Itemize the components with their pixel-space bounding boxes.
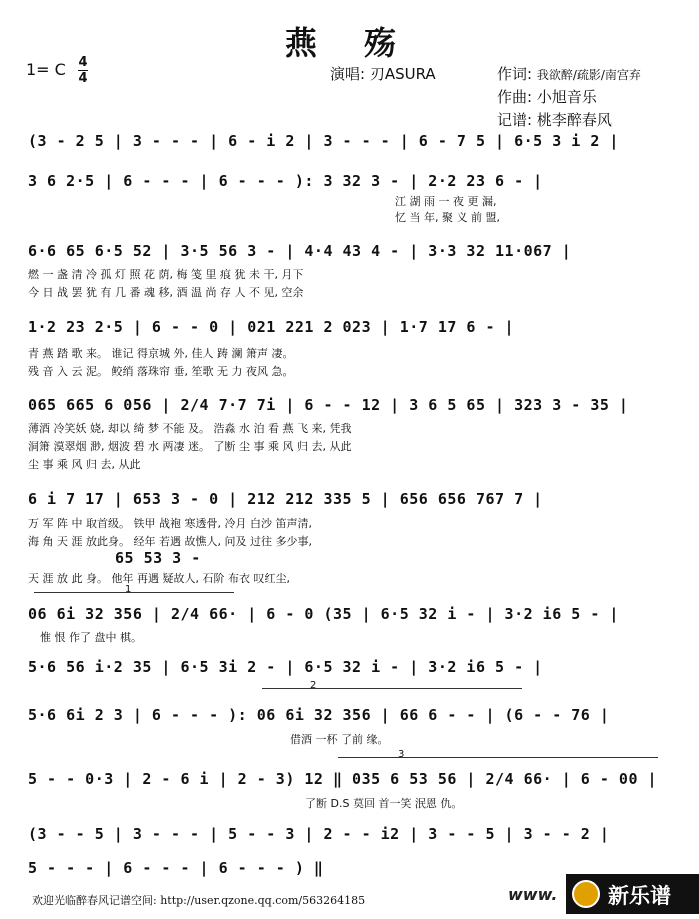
score-line-6-alternate-ending: 65 53 3 -	[115, 549, 201, 567]
transcriber-credit	[497, 109, 612, 130]
transcriber-label: 记谱:	[497, 111, 533, 129]
key-signature: 1= C	[26, 60, 66, 79]
lyric-line-6-verse1: 万 军 阵 中 取首级。 铁甲 战袍 寒透骨, 冷月 白沙 笛声清,	[28, 517, 312, 530]
lyricist-label: 作词:	[497, 65, 533, 83]
score-line-3: 6·6 65 6·5 52 | 3·5 56 3 - | 4·4 43 4 - | 3·3 32 11·067 |	[28, 242, 572, 260]
score-line-1: (3 - 2 5 | 3 - - - | 6 - i 2 | 3 - - - | 6 - 7 5 | 6·5 3 i 2 |	[28, 132, 619, 150]
composer-value: 小旭音乐	[536, 88, 597, 106]
lyric-line-3-verse1: 燃 一 盏 清 冷 孤 灯 照 花 荫, 梅 笺 里 痕 犹 未 干, 月下	[28, 268, 304, 281]
transcriber-value: 桃李醉春风	[536, 111, 612, 129]
lyric-line-7-verse1: 惟 恨 作了 盘中 棋。	[40, 631, 142, 644]
singer-credit: 演唱: 刃ASURA	[330, 65, 436, 83]
lyric-line-5-verse3: 尘 事 乘 风 归 去, 从此	[28, 458, 141, 471]
time-signature	[78, 56, 88, 85]
lyricist-credit	[497, 63, 641, 84]
lyric-line-9-verse1: 借酒 一杯 了前 缘。	[290, 733, 389, 746]
score-line-7: 06 6i 32 356 | 2/4 66· | 6 - 0 (35 | 6·5 32 i - | 3·2 i6 5 - |	[28, 605, 619, 623]
score-line-12: 5 - - - | 6 - - - | 6 - - - ) ‖	[28, 859, 324, 877]
time-signature-bottom: 4	[78, 71, 88, 86]
first-ending-number: 1	[125, 584, 132, 595]
lyric-line-6-verse3: 天 涯 放 此 身。 他年 再遇 疑故人, 石阶 布衣 叹红尘,	[28, 572, 290, 585]
score-line-5: 065 665 6 056 | 2/4 7·7 7i | 6 - - 12 | 3 6 5 65 | 323 3 - 35 |	[28, 396, 629, 414]
second-ending-bracket	[262, 688, 522, 689]
composer-label: 作曲:	[497, 88, 533, 106]
score-line-4: 1·2 23 2·5 | 6 - - 0 | 021 221 2 023 | 1·7 17 6 - |	[28, 318, 515, 336]
second-ending-number: 2	[310, 680, 317, 691]
page-title: 燕 殇	[284, 24, 415, 62]
score-line-2: 3 6 2·5 | 6 - - - | 6 - - - ): 3 32 3 - | 2·2 23 6 - |	[28, 172, 543, 190]
score-line-6: 6 i 7 17 | 653 3 - 0 | 212 212 335 5 | 656 656 767 7 |	[28, 490, 543, 508]
lyric-line-10-verse1: 了断 D.S 莫回 首一笑 泯恩 仇。	[305, 797, 463, 810]
site-logo	[566, 874, 699, 914]
lyric-line-4-verse1: 青 燕 踏 歌 来。 谁记 得京城 外, 佳人 踌 澜 箫声 凄。	[28, 347, 294, 360]
lyric-line-5-verse2: 洞箫 漠翠烟 渺, 烟波 碧 水 两凄 迷。 了断 尘 事 乘 风 归 去, 从此	[28, 440, 352, 453]
composer-credit	[497, 86, 597, 107]
score-line-9: 5·6 6i 2 3 | 6 - - - ): 06 6i 32 356 | 66 6 - - | (6 - - 76 |	[28, 706, 610, 724]
score-line-8: 5·6 56 i·2 35 | 6·5 3i 2 - | 6·5 32 i - | 3·2 i6 5 - |	[28, 658, 543, 676]
lyric-line-3-verse2: 今 日 战 罢 犹 有 几 番 魂 移, 酒 温 尚 存 人 不 见, 空余	[28, 286, 304, 299]
first-ending-bracket	[34, 592, 234, 593]
third-ending-number: 3	[398, 749, 405, 760]
lyric-line-6-verse2: 海 角 天 涯 放此身。 经年 若遇 故憔人, 问及 过往 多少事,	[28, 535, 312, 548]
lyric-line-2-verse1: 江 湖 雨 一 夜 更 漏,	[395, 195, 497, 208]
logo-text: 新乐谱	[608, 884, 671, 908]
lyric-line-2-verse2: 忆 当 年, 聚 义 前 盟,	[395, 211, 500, 224]
lyric-line-5-verse1: 薄酒 冷笑妖 娆, 却以 绮 梦 不能 及。 浩淼 水 泊 看 燕 飞 来, 凭我	[28, 422, 352, 435]
score-line-11: (3 - - 5 | 3 - - - | 5 - - 3 | 2 - - i2 | 3 - - 5 | 3 - - 2 |	[28, 825, 610, 843]
third-ending-bracket	[338, 757, 658, 758]
logo-www-text: www.	[508, 885, 558, 904]
time-signature-top: 4	[78, 55, 88, 70]
score-line-10: 5 - - 0·3 | 2 - 6 i | 2 - 3) 12 ‖ 035 6 53 56 | 2/4 66· | 6 - 00 |	[28, 770, 658, 788]
lyricist-value: 我欲醉/疏影/南宫弃	[536, 68, 641, 82]
lyric-line-4-verse2: 残 音 入 云 泥。 鲛绡 落珠帘 垂, 笙歌 无 力 夜风 急。	[28, 365, 294, 378]
footer-text: 欢迎光临醉春风记谱空间: http://user.qzone.qq.com/563264185	[32, 894, 366, 907]
logo-disc-icon	[572, 880, 600, 908]
